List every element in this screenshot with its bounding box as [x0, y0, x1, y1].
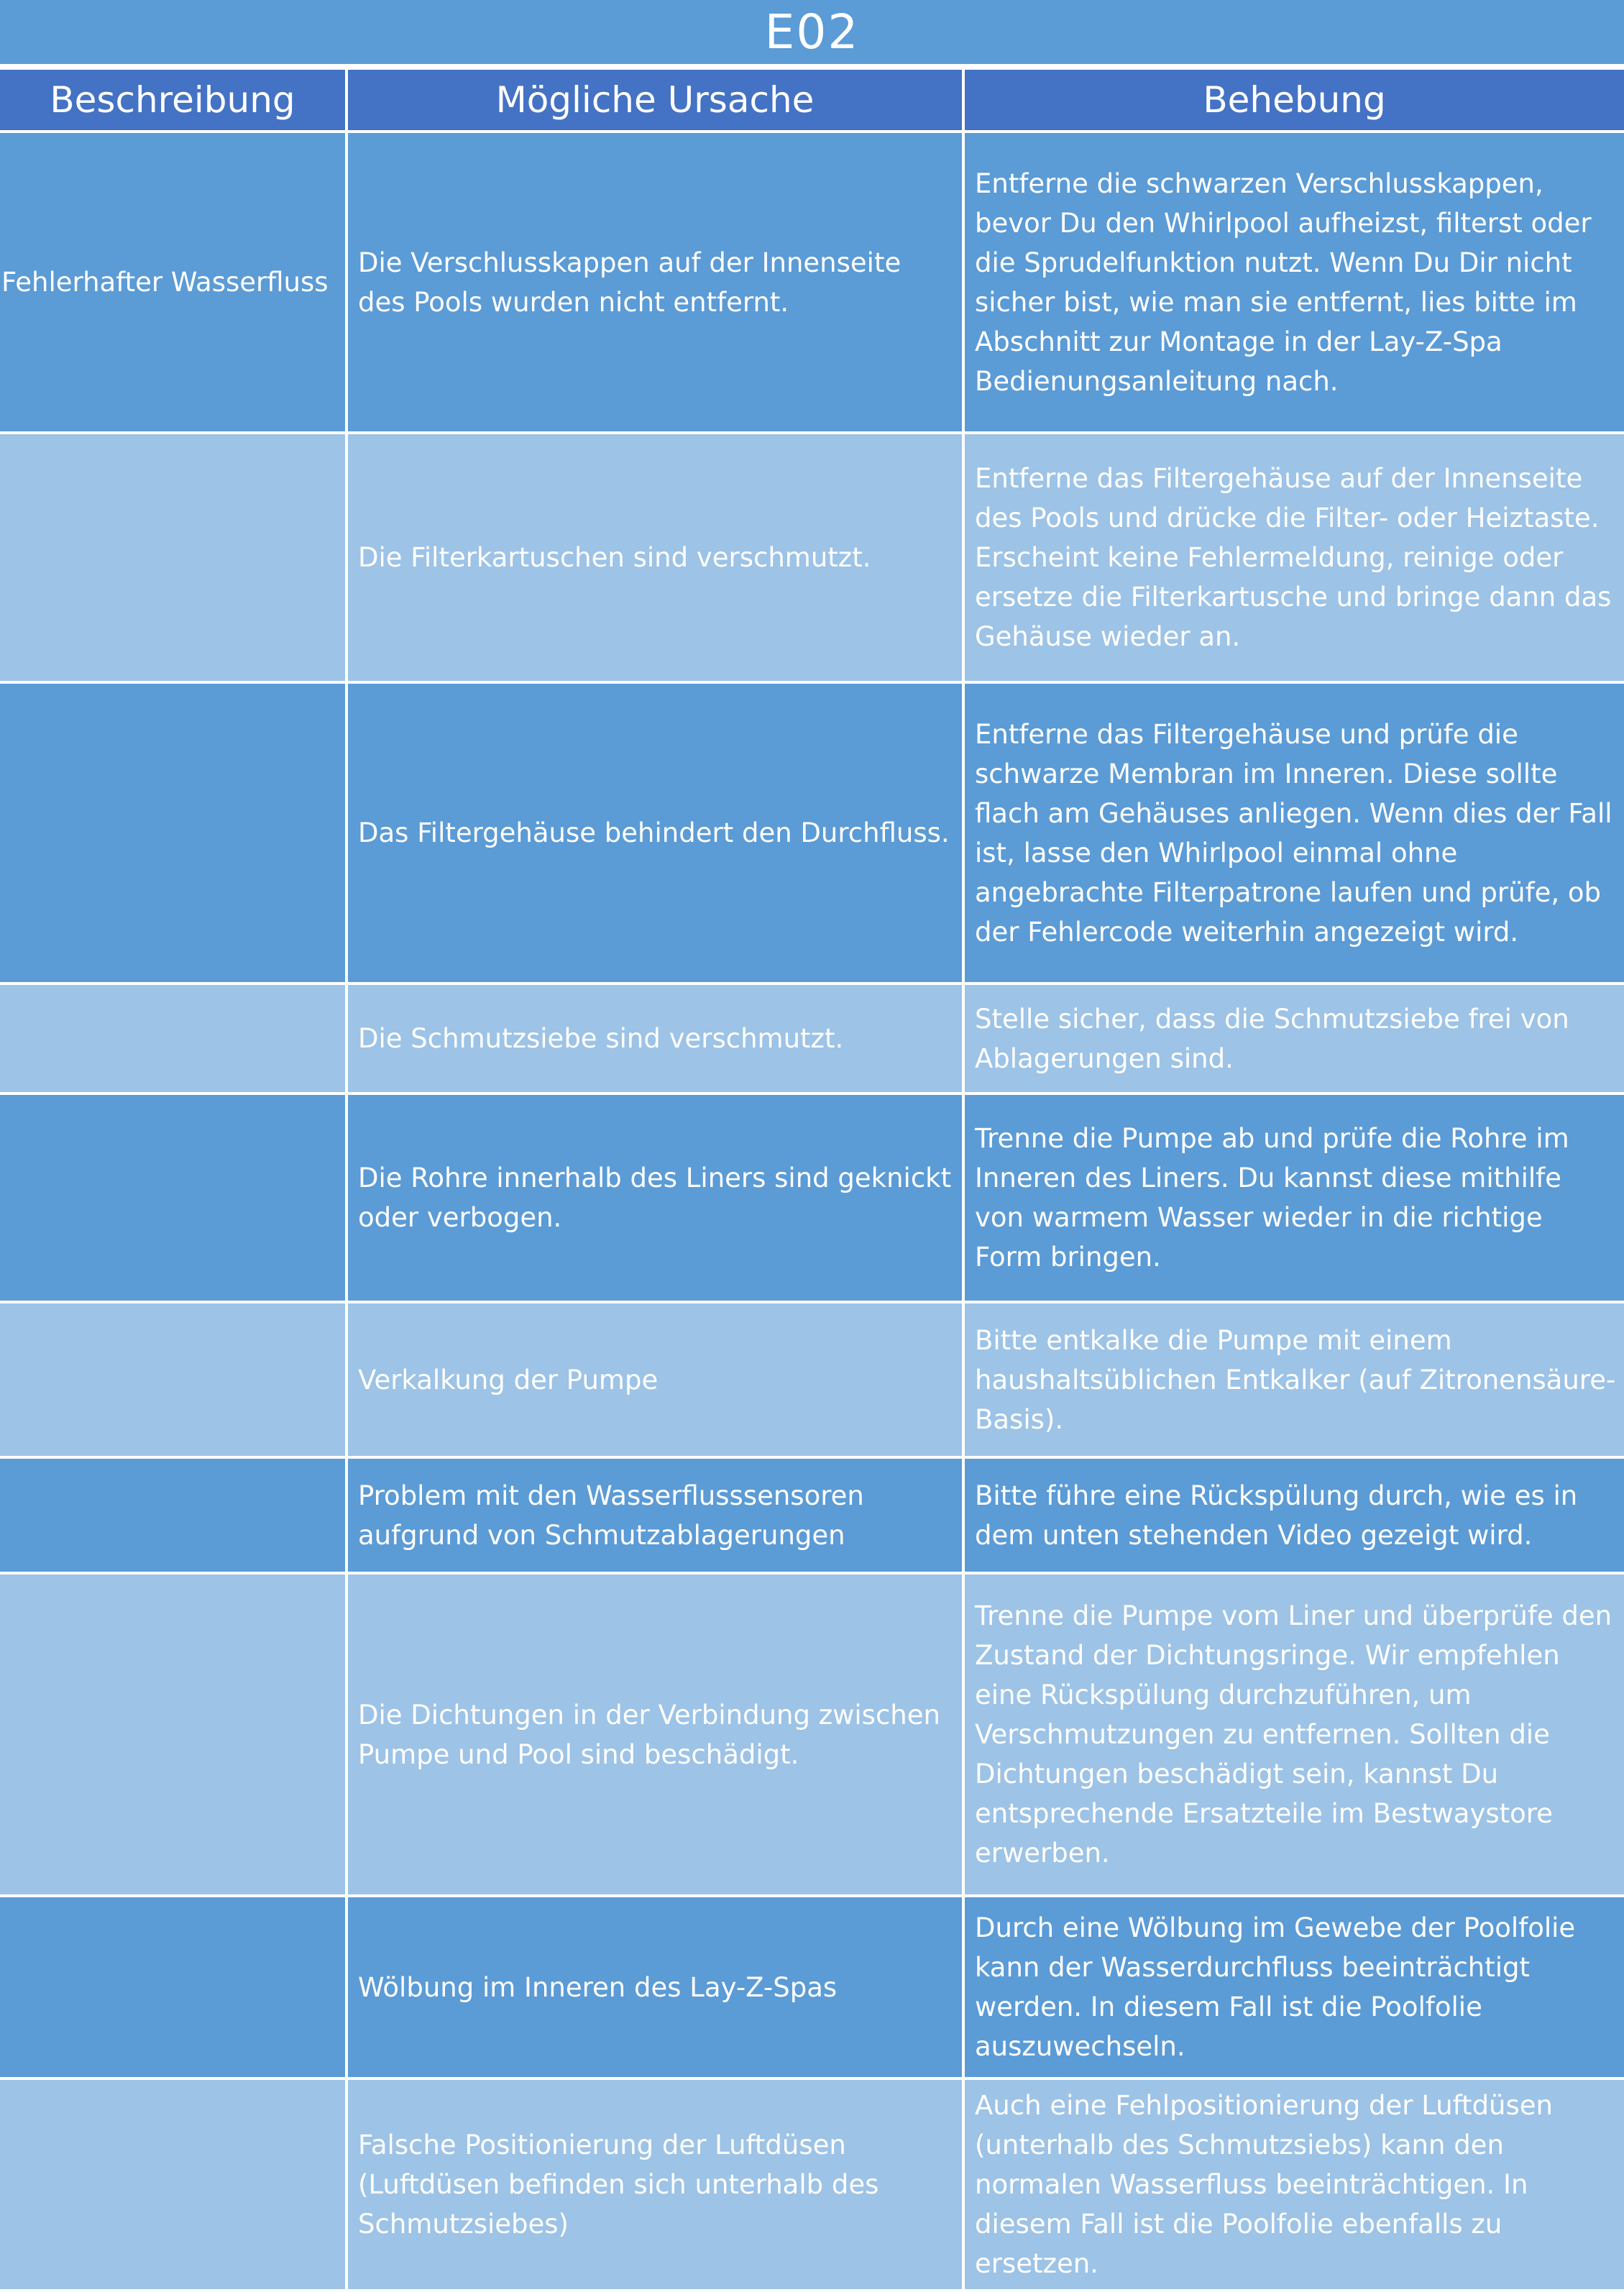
row-cause: Die Rohre innerhalb des Liners sind geknickt oder verbogen.	[347, 1094, 963, 1302]
table-header-row	[0, 68, 1624, 132]
troubleshooting-table	[0, 67, 1624, 2292]
row-description	[0, 682, 347, 984]
row-fix: Trenne die Pumpe vom Liner und überprüfe den Zustand der Dichtungsringe. Wir empfehlen eine Rückspülung durchzuführen, um Verschmutzungen zu entfernen. Sollten die Dichtungen beschädigt sein, kannst Du entsprechende Ersatzteile im Bestwaystore erwerben.	[963, 1573, 1624, 1896]
row-description: Fehlerhafter Wasserfluss	[0, 132, 347, 433]
header-cause: Mögliche Ursache	[347, 68, 963, 132]
row-description	[0, 1573, 347, 1896]
row-fix: Durch eine Wölbung im Gewebe der Poolfolie kann der Wasserdurchfluss beeinträchtigt werden. In diesem Fall ist die Poolfolie auszuwechseln.	[963, 1896, 1624, 2078]
row-description	[0, 1302, 347, 1457]
row-cause: Die Verschlusskappen auf der Innenseite des Pools wurden nicht entfernt.	[347, 132, 963, 433]
row-fix: Trenne die Pumpe ab und prüfe die Rohre im Inneren des Liners. Du kannst diese mithilfe von warmem Wasser wieder in die richtige Form bringen.	[963, 1094, 1624, 1302]
row-cause: Die Dichtungen in der Verbindung zwischen Pumpe und Pool sind beschädigt.	[347, 1573, 963, 1896]
row-fix: Bitte führe eine Rückspülung durch, wie es in dem unten stehenden Video gezeigt wird.	[963, 1457, 1624, 1573]
row-fix: Entferne die schwarzen Verschlusskappen, bevor Du den Whirlpool aufheizst, filterst oder die Sprudelfunktion nutzt. Wenn Du Dir nicht sicher bist, wie man sie entfernt, lies bitte im Abschnitt zur Montage in der Lay-Z-Spa Bedienungsanleitung nach.	[963, 132, 1624, 433]
row-description	[0, 1094, 347, 1302]
row-cause: Verkalkung der Pumpe	[347, 1302, 963, 1457]
row-description	[0, 1457, 347, 1573]
table-row	[0, 984, 1624, 1094]
row-cause: Problem mit den Wasserflusssensoren aufgrund von Schmutzablagerungen	[347, 1457, 963, 1573]
row-cause: Falsche Positionierung der Luftdüsen (Luftdüsen befinden sich unterhalb des Schmutzsiebes)	[347, 2078, 963, 2291]
row-cause: Die Schmutzsiebe sind verschmutzt.	[347, 984, 963, 1094]
header-description: Beschreibung	[0, 68, 347, 132]
error-code-title: E02	[0, 0, 1624, 67]
row-cause: Wölbung im Inneren des Lay-Z-Spas	[347, 1896, 963, 2078]
table-row	[0, 1094, 1624, 1302]
header-fix: Behebung	[963, 68, 1624, 132]
table-row	[0, 1302, 1624, 1457]
row-description	[0, 1896, 347, 2078]
row-description	[0, 2078, 347, 2291]
table-row	[0, 433, 1624, 682]
table-row	[0, 1896, 1624, 2078]
table-row	[0, 2078, 1624, 2291]
row-cause: Die Filterkartuschen sind verschmutzt.	[347, 433, 963, 682]
table-row	[0, 1457, 1624, 1573]
row-fix: Entferne das Filtergehäuse auf der Innenseite des Pools und drücke die Filter- oder Heiztaste. Erscheint keine Fehlermeldung, reinige oder ersetze die Filterkartusche und bringe dann das Gehäuse wieder an.	[963, 433, 1624, 682]
row-fix: Bitte entkalke die Pumpe mit einem haushaltsüblichen Entkalker (auf Zitronensäure-Basis).	[963, 1302, 1624, 1457]
row-fix: Stelle sicher, dass die Schmutzsiebe frei von Ablagerungen sind.	[963, 984, 1624, 1094]
row-description	[0, 433, 347, 682]
row-fix: Entferne das Filtergehäuse und prüfe die schwarze Membran im Inneren. Diese sollte flach am Gehäuses anliegen. Wenn dies der Fall ist, lasse den Whirlpool einmal ohne angebrachte Filterpatrone laufen und prüfe, ob der Fehlercode weiterhin angezeigt wird.	[963, 682, 1624, 984]
row-description	[0, 984, 347, 1094]
table-row	[0, 682, 1624, 984]
row-cause: Das Filtergehäuse behindert den Durchfluss.	[347, 682, 963, 984]
table-row	[0, 132, 1624, 433]
row-fix: Auch eine Fehlpositionierung der Luftdüsen (unterhalb des Schmutzsiebs) kann den normalen Wasserfluss beeinträchtigen. In diesem Fall ist die Poolfolie ebenfalls zu ersetzen.	[963, 2078, 1624, 2291]
table-row	[0, 1573, 1624, 1896]
